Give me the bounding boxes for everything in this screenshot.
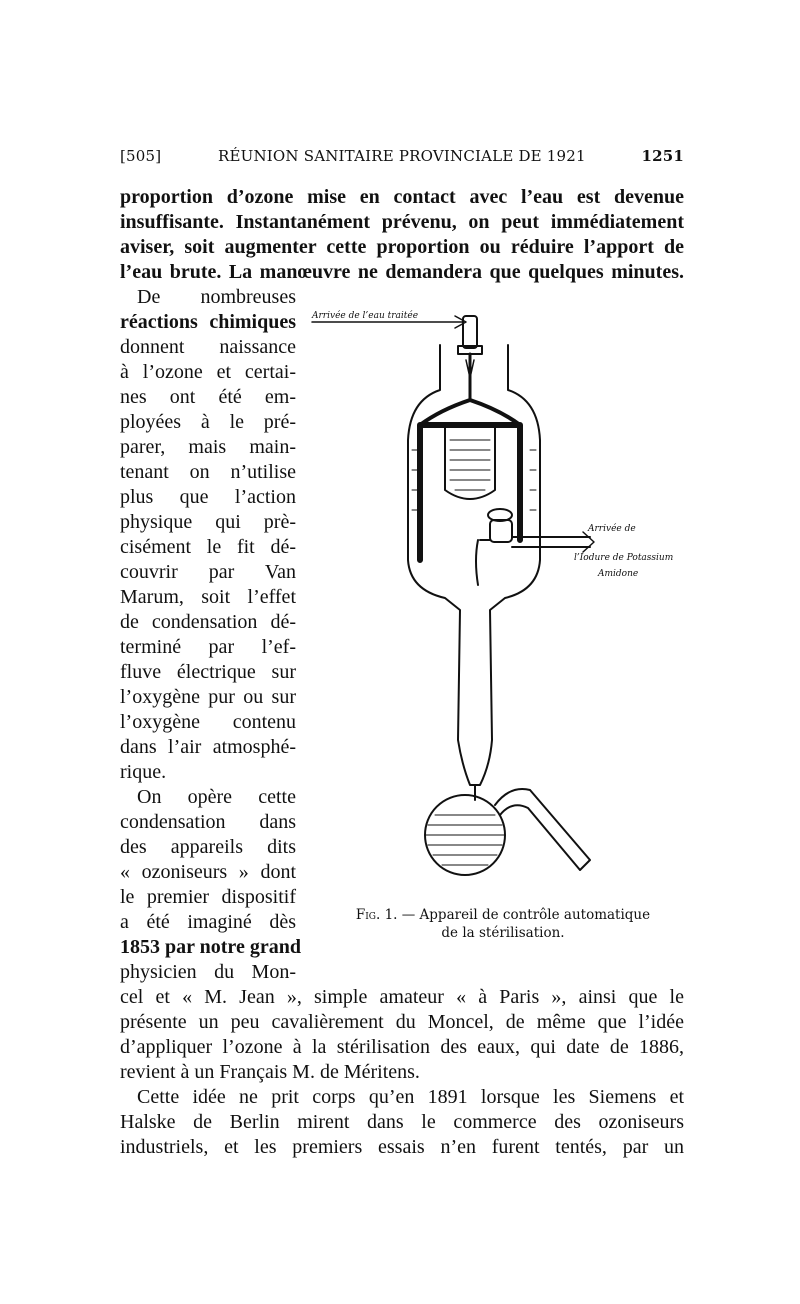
text-line: condensation dans: [120, 811, 296, 833]
text-line: Halske de Berlin mirent dans le commerce des ozoniseurs: [120, 1111, 684, 1133]
figure-caption-line-2: de la stérilisation.: [441, 925, 565, 941]
text-line: « ozoniseurs » dont: [120, 861, 296, 883]
text-line: à l’ozone et certai-: [120, 361, 296, 383]
text-line: tenant on n’utilise: [120, 461, 296, 483]
text-line: 1853 par notre grand: [120, 936, 301, 958]
text-line: couvrir par Van: [120, 561, 296, 583]
text-line: d’appliquer l’ozone à la stérilisation des eaux, qui date de 1886,: [120, 1036, 684, 1058]
text-line: physicien du Mon-: [120, 961, 296, 983]
text-line: l’eau brute. La manœuvre ne demandera que quelques minutes.: [120, 261, 684, 283]
text-line: cel et « M. Jean », simple amateur « à Paris », ainsi que le: [120, 986, 684, 1008]
text-line: de condensation dé-: [120, 611, 296, 633]
text-line: l’oxygène pur ou sur: [120, 686, 296, 708]
text-line: insuffisante. Instantanément prévenu, on peut immédiatement: [120, 211, 684, 233]
text-line: Marum, soit l’effet: [120, 586, 296, 608]
text-line: parer, mais main-: [120, 436, 296, 458]
text-line: nes ont été em-: [120, 386, 296, 408]
text-line: le premier dispositif: [120, 886, 296, 908]
text-line: terminé par l’ef-: [120, 636, 296, 658]
text-line: présente un peu cavalièrement du Moncel, de même que l’idée: [120, 1011, 684, 1033]
text-line: proportion d’ozone mise en contact avec l’eau est devenue: [120, 186, 684, 208]
figure-label: Fig. 1.: [355, 907, 398, 923]
running-title: RÉUNION SANITAIRE PROVINCIALE DE 1921: [218, 147, 586, 165]
page-number: 1251: [641, 147, 684, 165]
text-line: plus que l’action: [120, 486, 296, 508]
apparatus-illustration: [300, 300, 700, 900]
annotation-iodide-2: l’Iodure de Potassium: [574, 553, 674, 563]
text-line: ployées à le pré-: [120, 411, 296, 433]
text-line: a été imaginé dès: [120, 911, 296, 933]
text-line: industriels, et les premiers essais n’en furent tentés, par un: [120, 1136, 684, 1158]
text-line: revient à un Français M. de Méritens.: [120, 1061, 420, 1083]
text-line: De nombreuses: [137, 286, 296, 308]
text-line: des appareils dits: [120, 836, 296, 858]
page-bracket-number: [505]: [120, 147, 162, 165]
text-line: cisément le fit dé-: [120, 536, 296, 558]
text-line: fluve électrique sur: [120, 661, 296, 683]
annotation-inlet: Arrivée de l’eau traitée: [312, 311, 419, 321]
text-line: Cette idée ne prit corps qu’en 1891 lorsque les Siemens et: [137, 1086, 684, 1108]
text-line: l’oxygène contenu: [120, 711, 296, 733]
text-line: réactions chimiques: [120, 311, 296, 333]
text-line: donnent naissance: [120, 336, 296, 358]
running-header: [120, 147, 684, 171]
figure-caption-text: — Appareil de contrôle automatique: [397, 907, 651, 923]
figure-caption: [322, 906, 684, 924]
annotation-iodide-1: Arrivée de: [588, 524, 636, 534]
text-line: physique qui prè-: [120, 511, 296, 533]
annotation-iodide-3: Amidone: [598, 569, 639, 579]
text-line: dans l’air atmosphé-: [120, 736, 296, 758]
text-line: rique.: [120, 761, 167, 783]
text-line: On opère cette: [137, 786, 296, 808]
text-line: aviser, soit augmenter cette proportion ou réduire l’apport de: [120, 236, 684, 258]
